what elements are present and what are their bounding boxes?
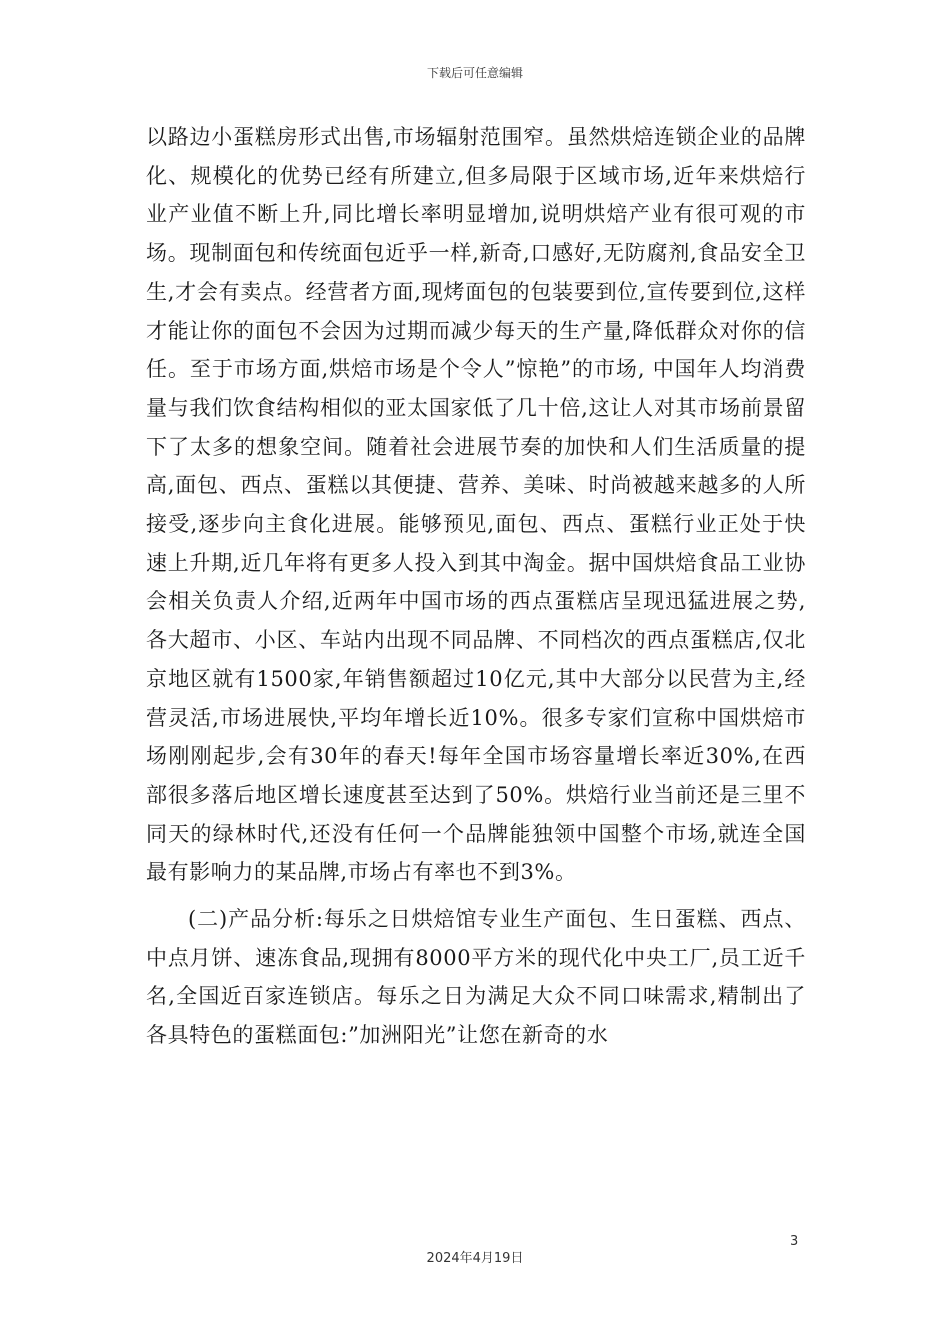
- paragraph-market-analysis: 以路边小蛋糕房形式出售,市场辐射范围窄。虽然烘焙连锁企业的品牌化、规模化的优势已经有所建立,但多局限于区域市场,近年来烘焙行业产业值不断上升,同比增长率明显增加,说明烘焙产业有很可观的市场。现制面包和传统面包近乎一样,新奇,口感好,无防腐剂,食品安全卫生,才会有卖点。经营者方面,现烤面包的包装要到位,宣传要到位,这样才能让你的面包不会因为过期而减少每天的生产量,降低群众对你的信任。至于市场方面,烘焙市场是个令人”惊艳”的市场, 中国年人均消费量与我们饮食结构相似的亚太国家低了几十倍,这让人对其市场前景留下了太多的想象空间。随着社会进展节奏的加快和人们生活质量的提高,面包、西点、蛋糕以其便捷、营养、美味、时尚被越来越多的人所接受,逐步向主食化进展。能够预见,面包、西点、蛋糕行业正处于快速上升期,近几年将有更多人投入到其中淘金。据中国烘焙食品工业协会相关负责人介绍,近两年中国市场的西点蛋糕店呈现迅猛进展之势,各大超市、小区、车站内出现不同品牌、不同档次的西点蛋糕店,仅北京地区就有1500家,年销售额超过10亿元,其中大部分以民营为主,经营灵活,市场进展快,平均年增长近10%。很多专家们宣称中国烘焙市场刚刚起步,会有30年的春天!每年全国市场容量增长率近30%,在西部很多落后地区增长速度甚至达到了50%。烘焙行业当前还是三里不同天的绿林时代,还没有任何一个品牌能独领中国整个市场,就连全国最有影响力的某品牌,市场占有率也不到3%。: [146, 125, 806, 885]
- page-header: 下载后可任意编辑: [426, 66, 523, 80]
- page-footer-date: 2024年4月19日: [426, 1251, 524, 1266]
- document-body: [146, 118, 806, 1055]
- paragraph-product-analysis: (二)产品分析:每乐之日烘焙馆专业生产面包、生日蛋糕、西点、中点月饼、速冻食品,现拥有8000平方米的现代化中央工厂,员工近千名,全国近百家连锁店。每乐之日为满足大众不同口味需求,精制出了各具特色的蛋糕面包:”加洲阳光”让您在新奇的水: [146, 907, 806, 1048]
- page-number: 3: [790, 1234, 799, 1249]
